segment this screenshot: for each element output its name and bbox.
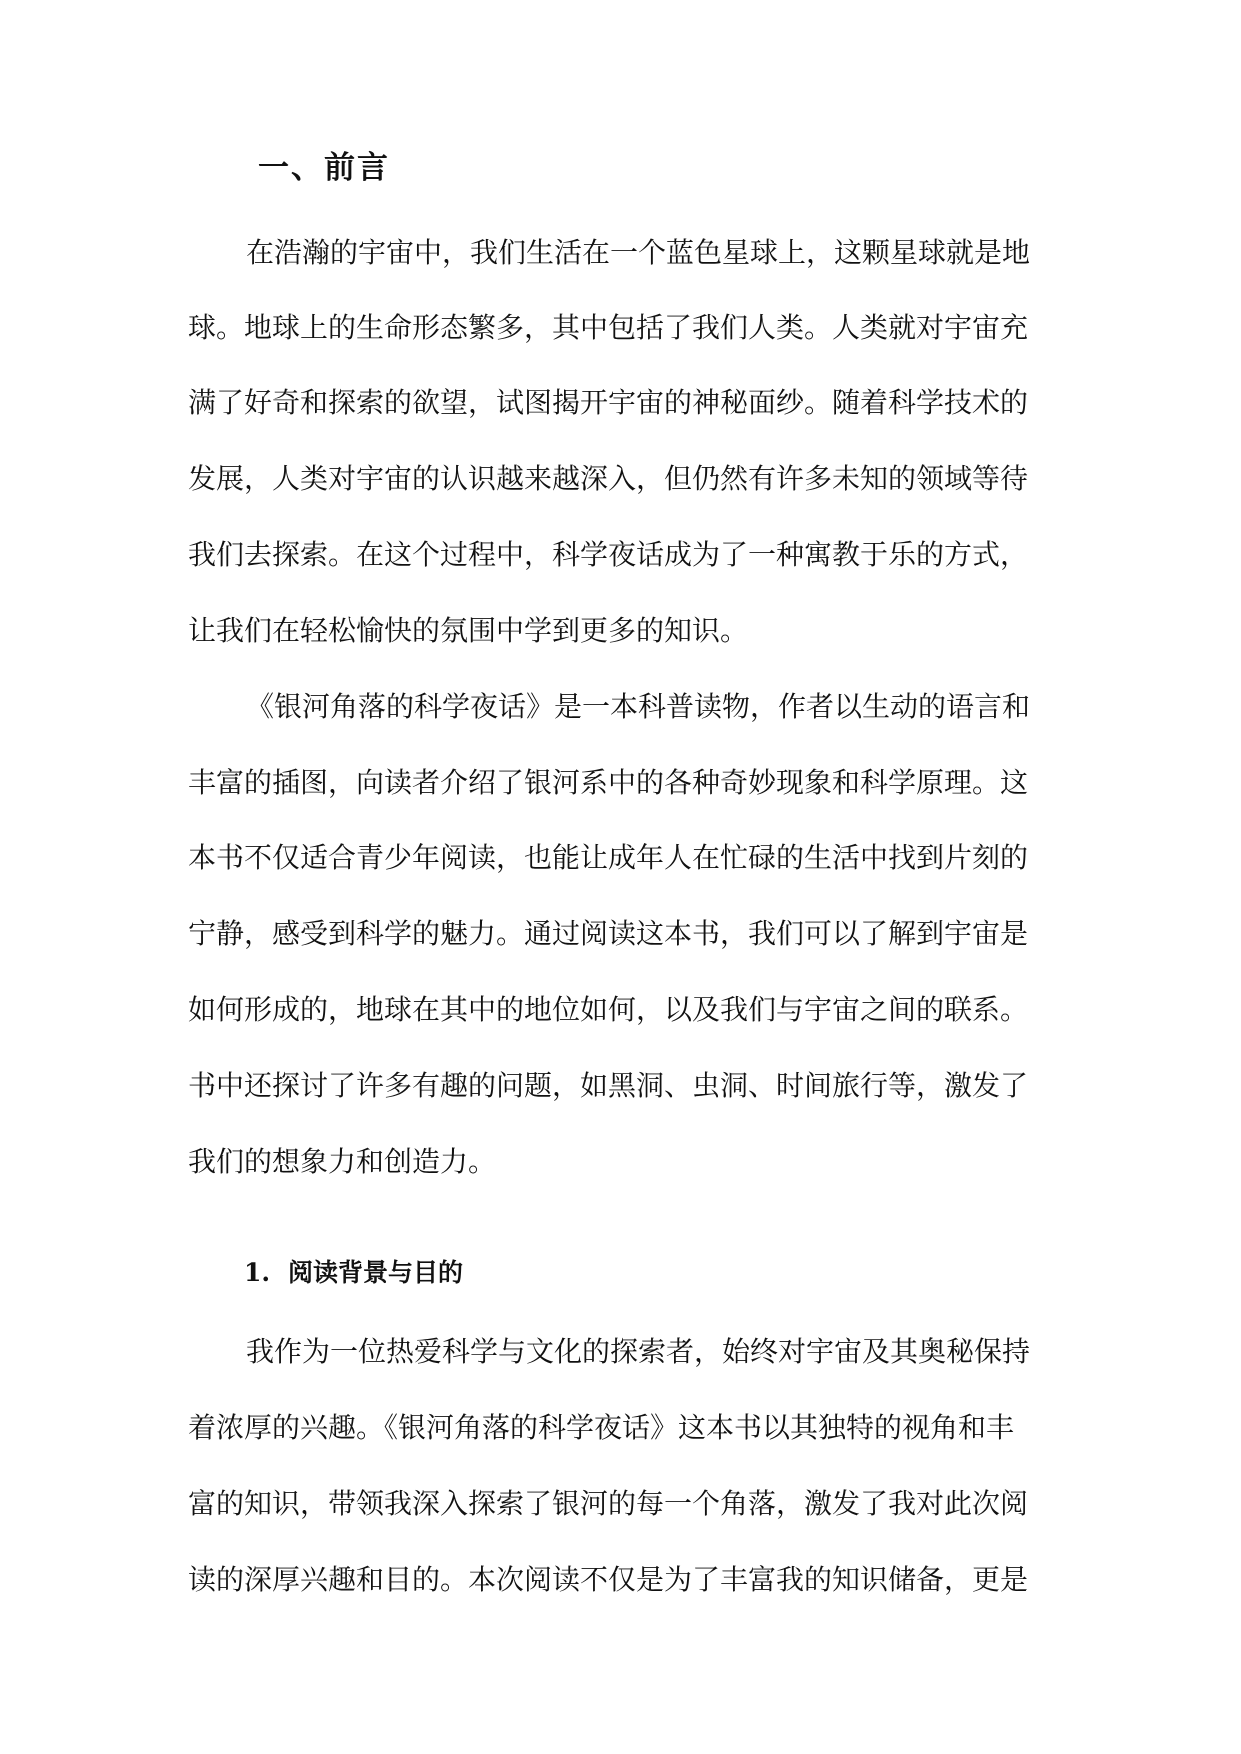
- preface-p2-line-1: 《银河角落的科学夜话》是一本科普读物，作者以生动的语言和: [246, 690, 1031, 723]
- subsection-p-line-2: 着浓厚的兴趣。《银河角落的科学夜话》这本书以其独特的视角和丰: [188, 1411, 1015, 1444]
- preface-p1-line-1: 在浩瀚的宇宙中，我们生活在一个蓝色星球上，这颗星球就是地: [246, 236, 1031, 269]
- preface-p2-line-4: 宁静，感受到科学的魅力。通过阅读这本书，我们可以了解到宇宙是: [188, 917, 1029, 950]
- preface-p1-line-3: 满了好奇和探索的欲望，试图揭开宇宙的神秘面纱。随着科学技术的: [188, 386, 1029, 419]
- preface-p2-line-6: 书中还探讨了许多有趣的问题，如黑洞、虫洞、时间旅行等，激发了: [188, 1069, 1029, 1102]
- subsection-title: 阅读背景与目的: [288, 1258, 464, 1287]
- subsection-p-line-3: 富的知识，带领我深入探索了银河的每一个角落，激发了我对此次阅: [188, 1487, 1029, 1520]
- preface-p1-line-4: 发展，人类对宇宙的认识越来越深入，但仍然有许多未知的领域等待: [188, 462, 1029, 495]
- section-heading: 一、前言: [258, 150, 390, 186]
- preface-p2-line-7: 我们的想象力和创造力。: [188, 1145, 497, 1178]
- subsection-heading: [244, 1256, 463, 1290]
- subsection-p-line-1: 我作为一位热爱科学与文化的探索者，始终对宇宙及其奥秘保持: [246, 1335, 1031, 1368]
- preface-p2-line-5: 如何形成的，地球在其中的地位如何，以及我们与宇宙之间的联系。: [188, 993, 1029, 1026]
- subsection-number: 1.: [244, 1258, 271, 1287]
- preface-p2-line-3: 本书不仅适合青少年阅读，也能让成年人在忙碌的生活中找到片刻的: [188, 841, 1029, 874]
- preface-p1-line-2: 球。地球上的生命形态繁多，其中包括了我们人类。人类就对宇宙充: [188, 311, 1029, 344]
- preface-p1-line-5: 我们去探索。在这个过程中，科学夜话成为了一种寓教于乐的方式，: [188, 538, 1029, 571]
- preface-p2-line-2: 丰富的插图，向读者介绍了银河系中的各种奇妙现象和科学原理。这: [188, 766, 1029, 799]
- subsection-p-line-4: 读的深厚兴趣和目的。本次阅读不仅是为了丰富我的知识储备，更是: [188, 1563, 1029, 1596]
- preface-p1-line-6: 让我们在轻松愉快的氛围中学到更多的知识。: [188, 614, 749, 647]
